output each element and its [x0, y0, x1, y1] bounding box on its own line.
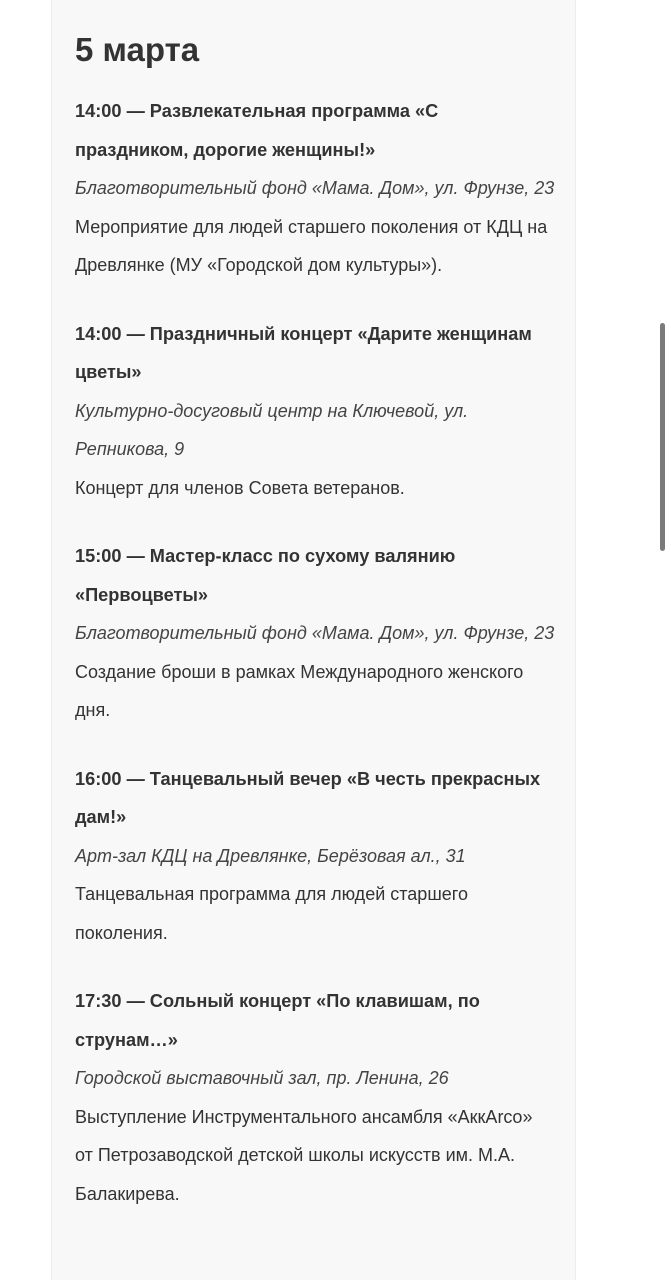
- event-place: Городской выставочный зал, пр. Ленина, 26: [75, 1068, 449, 1088]
- event-place: Культурно-досуговый центр на Ключевой, ул. Репникова, 9: [75, 400, 469, 459]
- event-place: Благотворительный фонд «Мама. Дом», ул. Фрунзе, 23: [75, 623, 555, 643]
- content-card: [51, 0, 576, 1280]
- article-content: [75, 0, 555, 1243]
- event-title: 16:00 — Танцевальный вечер «В честь прекрасных дам!»: [75, 768, 541, 827]
- event-description: Выступление Инструментального ансамбля «АккАrco» от Петрозаводской детской школы искусств им. М.А. Балакирева.: [75, 1106, 533, 1204]
- event-item: [75, 537, 555, 730]
- event-title: 17:30 — Сольный концерт «По клавишам, по струнам…»: [75, 991, 480, 1050]
- event-description: Танцевальная программа для людей старшего поколения.: [75, 884, 468, 943]
- event-item: [75, 982, 555, 1213]
- event-title: 15:00 — Мастер-класс по сухому валянию «Первоцветы»: [75, 546, 456, 605]
- event-description: Создание броши в рамках Международного женского дня.: [75, 661, 524, 720]
- event-description: Концерт для членов Совета ветеранов.: [75, 477, 405, 498]
- event-item: [75, 315, 555, 508]
- event-title: 14:00 — Развлекательная программа «С праздником, дорогие женщины!»: [75, 101, 439, 160]
- day-title: 5 марта: [75, 31, 200, 68]
- event-place: Благотворительный фонд «Мама. Дом», ул. Фрунзе, 23: [75, 178, 555, 198]
- event-title: 14:00 — Праздничный концерт «Дарите женщинам цветы»: [75, 323, 532, 382]
- event-description: Мероприятие для людей старшего поколения от КДЦ на Древлянке (МУ «Городской дом культуры»).: [75, 216, 548, 275]
- scrollbar-thumb[interactable]: [660, 323, 665, 551]
- events-list: [75, 92, 555, 1213]
- event-item: [75, 760, 555, 953]
- event-item: [75, 92, 555, 285]
- event-place: Арт-зал КДЦ на Древлянке, Берёзовая ал., 31: [75, 845, 466, 866]
